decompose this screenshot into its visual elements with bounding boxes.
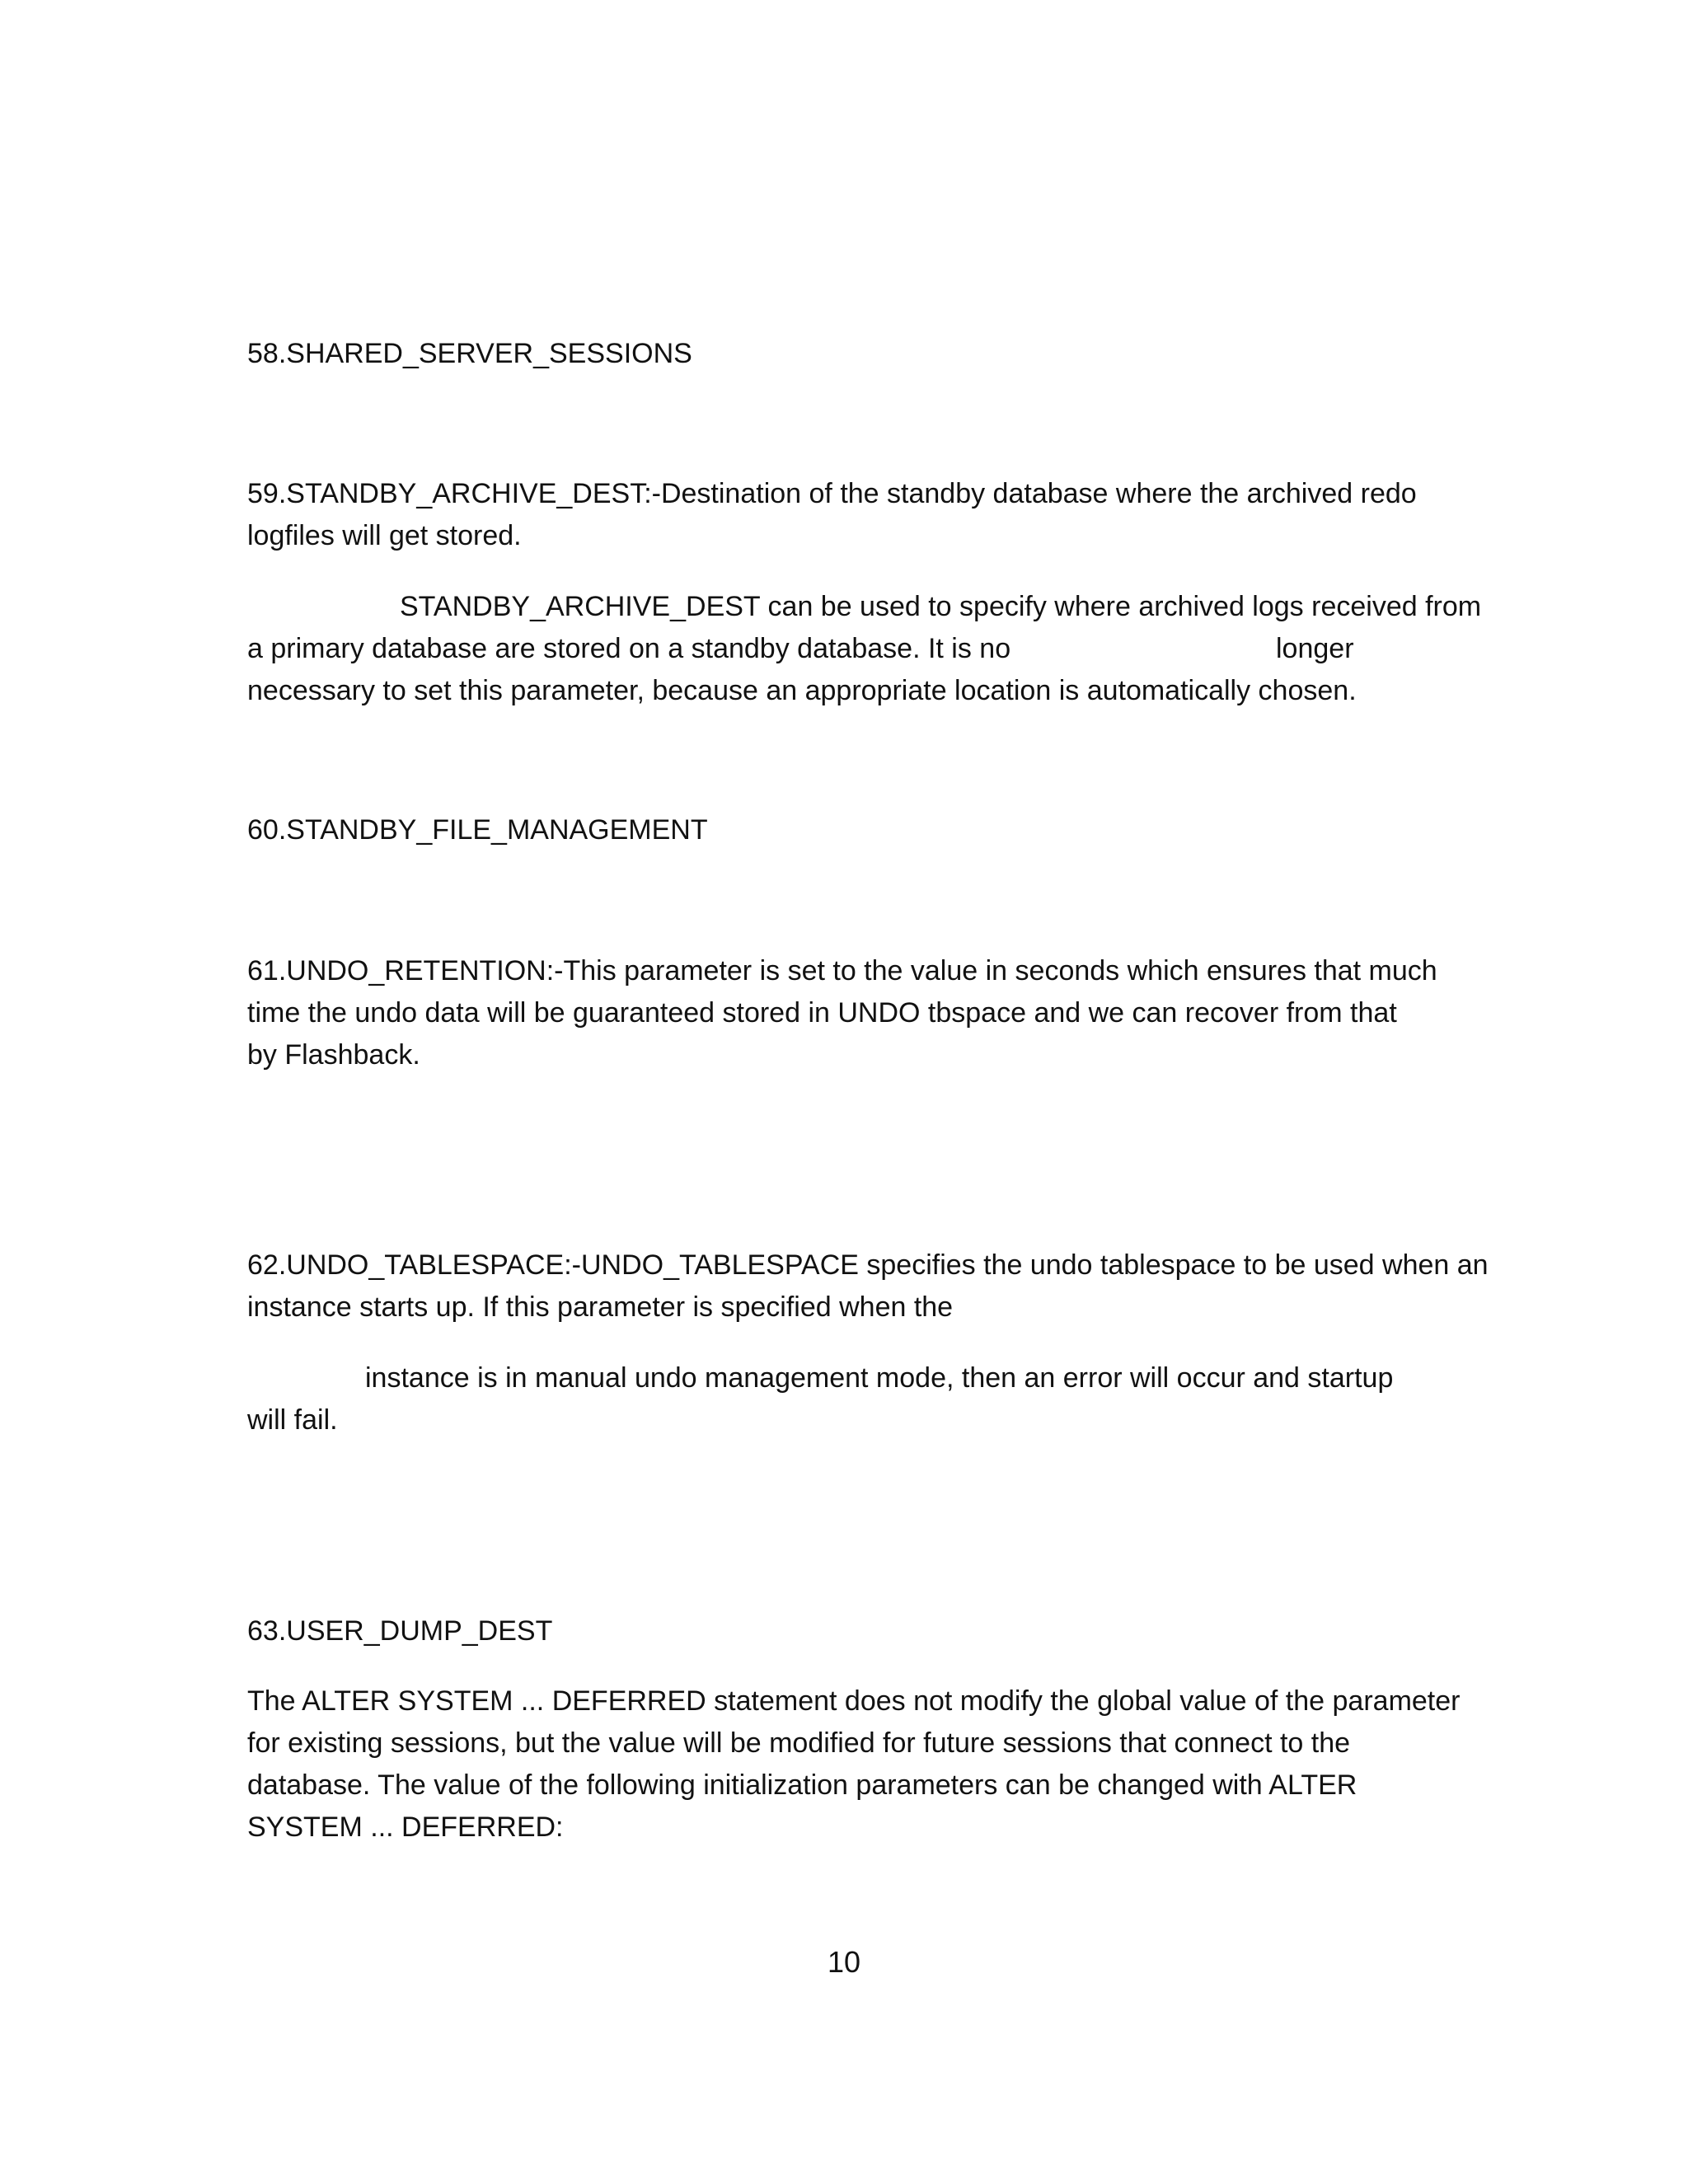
paragraph-standby-archive-dest-indent-line-3: necessary to set this parameter, because an appropriate location is automatically chosen. <box>247 675 1357 706</box>
page-number: 10 <box>827 1945 861 1979</box>
paragraph-undo-retention-line-1: 61.UNDO_RETENTION:-This parameter is set to the value in seconds which ensures that much <box>247 955 1437 987</box>
paragraph-undo-tablespace-indent-line-1: instance is in manual undo management mode, then an error will occur and startup <box>365 1362 1394 1394</box>
paragraph-undo-tablespace-indent-line-2: will fail. <box>247 1404 338 1436</box>
paragraph-undo-tablespace-line-2: instance starts up. If this parameter is specified when the <box>247 1291 954 1323</box>
paragraph-undo-retention-line-2: time the undo data will be guaranteed stored in UNDO tbspace and we can recover from that <box>247 997 1397 1029</box>
heading-user-dump-dest: 63.USER_DUMP_DEST <box>247 1615 553 1647</box>
paragraph-standby-archive-dest-indent-line-2-right: longer <box>1276 633 1354 664</box>
paragraph-alter-system-line-3: database. The value of the following initialization parameters can be changed with ALTER <box>247 1769 1357 1801</box>
heading-standby-file-management: 60.STANDBY_FILE_MANAGEMENT <box>247 814 708 846</box>
paragraph-standby-archive-dest-indent-line-1: STANDBY_ARCHIVE_DEST can be used to specify where archived logs received from <box>400 591 1482 622</box>
paragraph-standby-archive-dest-line-1: 59.STANDBY_ARCHIVE_DEST:-Destination of the standby database where the archived redo <box>247 478 1417 509</box>
paragraph-standby-archive-dest-indent-line-2-left: a primary database are stored on a standby database. It is no <box>247 633 1011 664</box>
paragraph-alter-system-line-1: The ALTER SYSTEM ... DEFERRED statement does not modify the global value of the parameter <box>247 1685 1461 1717</box>
paragraph-alter-system-line-2: for existing sessions, but the value will be modified for future sessions that connect to the <box>247 1727 1351 1759</box>
paragraph-undo-retention-line-3: by Flashback. <box>247 1039 420 1071</box>
paragraph-standby-archive-dest-line-2: logfiles will get stored. <box>247 520 522 551</box>
paragraph-alter-system-line-4: SYSTEM ... DEFERRED: <box>247 1811 564 1843</box>
heading-shared-server-sessions: 58.SHARED_SERVER_SESSIONS <box>247 338 692 369</box>
paragraph-undo-tablespace-line-1: 62.UNDO_TABLESPACE:-UNDO_TABLESPACE specifies the undo tablespace to be used when an <box>247 1249 1489 1281</box>
